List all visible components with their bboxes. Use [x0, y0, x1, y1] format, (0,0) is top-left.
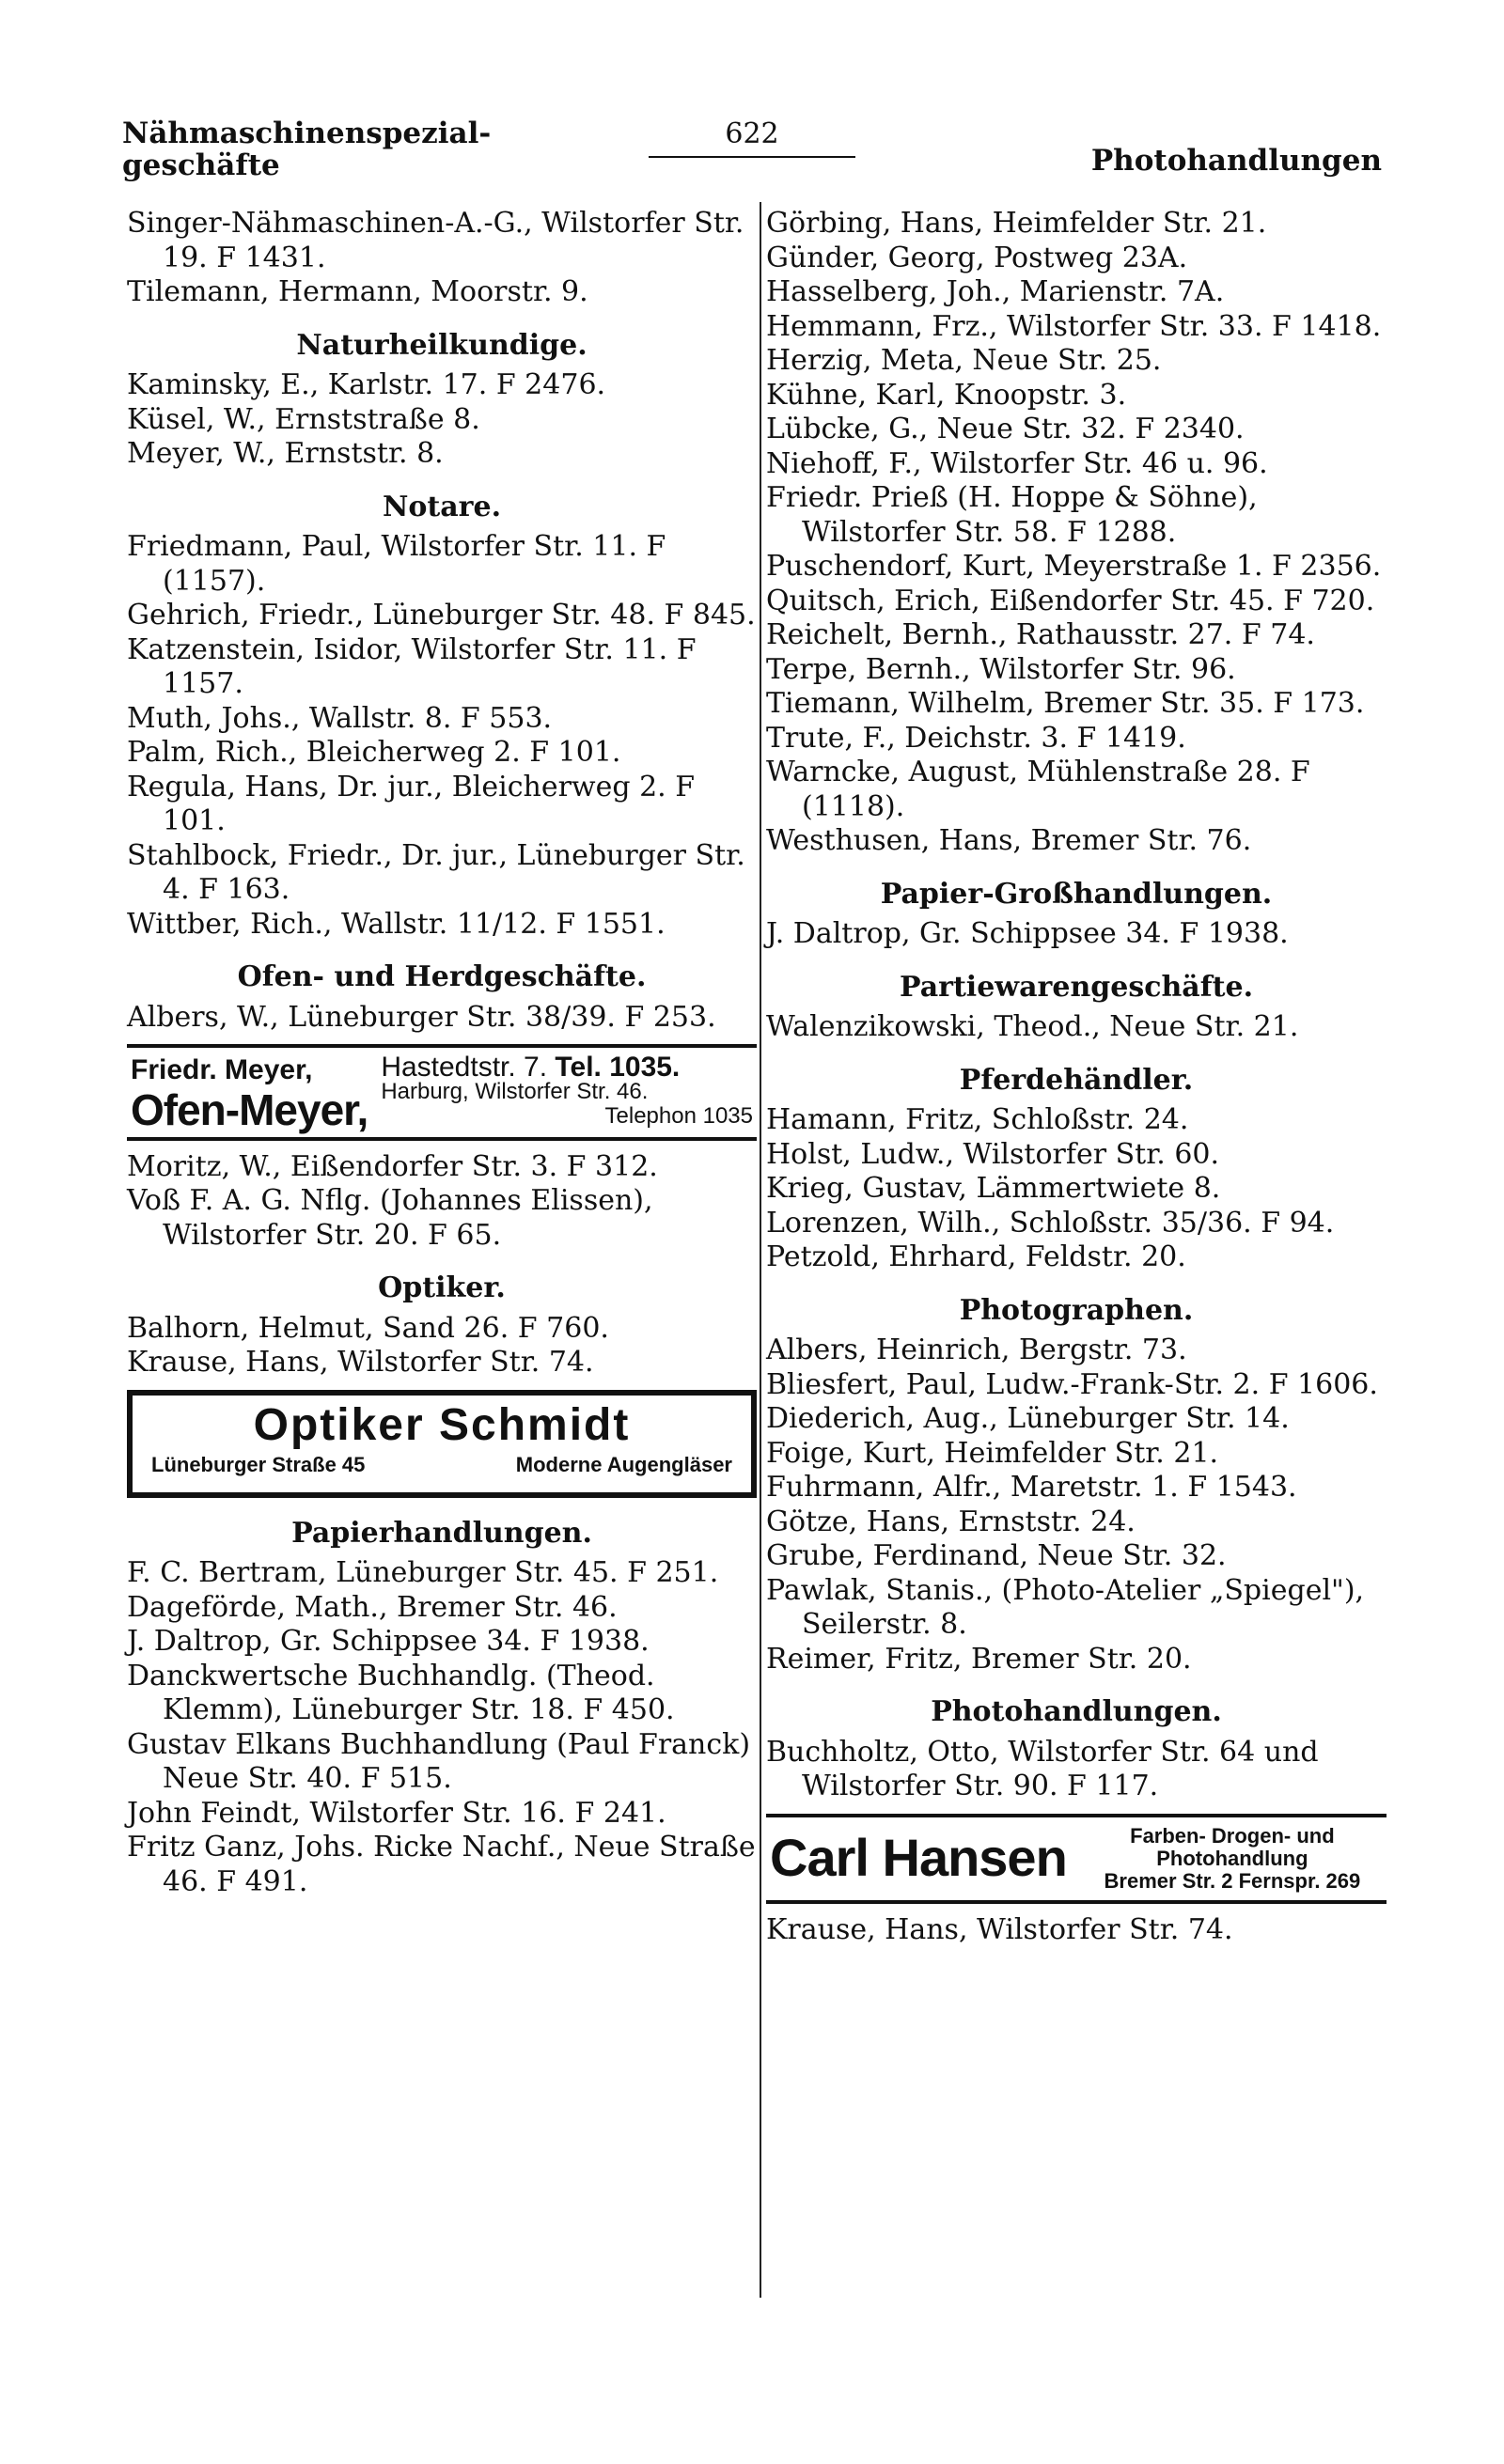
left-column	[127, 207, 757, 1899]
directory-entry: Fuhrmann, Alfr., Maretstr. 1. F 1543.	[766, 1471, 1297, 1504]
directory-entry: Kühne, Karl, Knoopstr. 3.	[766, 378, 1127, 412]
directory-entry: F. C. Bertram, Lüneburger Str. 45. F 251.	[127, 1556, 719, 1589]
ad-hansen-line3: Bremer Str. 2 Fernspr. 269	[1104, 1868, 1361, 1893]
directory-entry: Moritz, W., Eißendorfer Str. 3. F 312.	[127, 1149, 658, 1183]
directory-entry: Krause, Hans, Wilstorfer Str. 74.	[127, 1346, 594, 1379]
directory-entry: Kaminsky, E., Karlstr. 17. F 2476.	[127, 368, 606, 401]
column-divider	[760, 202, 761, 2298]
directory-entry: Voß F. A. G. Nflg. (Johannes Elissen), Wilstorfer Str. 20. F 65.	[127, 1184, 653, 1252]
directory-entry: Dageförde, Math., Bremer Str. 46.	[127, 1590, 618, 1624]
ad-schmidt-name: Optiker Schmidt	[253, 1399, 631, 1450]
section-heading: Notare.	[382, 490, 502, 523]
section-heading: Photohandlungen.	[931, 1695, 1222, 1728]
ad-meyer-name: Friedr. Meyer,	[131, 1054, 313, 1085]
directory-entry: Muth, Johs., Wallstr. 8. F 553.	[127, 701, 553, 735]
directory-entry: Meyer, W., Ernststr. 8.	[127, 437, 444, 470]
ad-carl-hansen	[766, 1814, 1386, 1904]
header-left-section-title: Nähmaschinenspezial- geschäfte	[122, 117, 492, 182]
ad-optiker-schmidt	[127, 1390, 757, 1498]
directory-entry: Küsel, W., Ernststraße 8.	[127, 402, 480, 436]
directory-entry: Foige, Kurt, Heimfelder Str. 21.	[766, 1436, 1219, 1470]
directory-entry: Bliesfert, Paul, Ludw.-Frank-Str. 2. F 1606.	[766, 1367, 1378, 1401]
directory-entry: Katzenstein, Isidor, Wilstorfer Str. 11. F 1157.	[127, 632, 697, 700]
directory-entry: Herzig, Meta, Neue Str. 25.	[766, 344, 1162, 377]
ad-hansen-line1: Farben- Drogen- und	[1130, 1823, 1335, 1848]
directory-entry: Puschendorf, Kurt, Meyerstraße 1. F 2356.	[766, 550, 1382, 583]
directory-entry: Görbing, Hans, Heimfelder Str. 21.	[766, 207, 1267, 240]
directory-entry: Gehrich, Friedr., Lüneburger Str. 48. F 845.	[127, 599, 756, 632]
directory-entry: Hemmann, Frz., Wilstorfer Str. 33. F 1418.	[766, 309, 1382, 343]
directory-entry: Buchholtz, Otto, Wilstorfer Str. 64 und Wilstorfer Str. 90. F 117.	[766, 1735, 1319, 1802]
directory-entry: Tilemann, Hermann, Moorstr. 9.	[127, 275, 588, 308]
directory-entry: Hamann, Fritz, Schloßstr. 24.	[766, 1103, 1189, 1136]
section-heading: Photographen.	[959, 1293, 1194, 1327]
directory-entry: Niehoff, F., Wilstorfer Str. 46 u. 96.	[766, 446, 1268, 480]
directory-entry: Reimer, Fritz, Bremer Str. 20.	[766, 1642, 1192, 1676]
directory-entry: Walenzikowski, Theod., Neue Str. 21.	[766, 1010, 1299, 1043]
ad-hansen-line2: Photohandlung	[1156, 1846, 1308, 1870]
section-heading: Partiewarengeschäfte.	[899, 970, 1254, 1004]
directory-entry: Günder, Georg, Postweg 23A.	[766, 241, 1188, 274]
ad-schmidt-address: Lüneburger Straße 45	[151, 1453, 366, 1476]
directory-entry: Singer-Nähmaschinen-A.-G., Wilstorfer Str. 19. F 1431.	[127, 207, 744, 274]
directory-entry: Palm, Rich., Bleicherweg 2. F 101.	[127, 736, 621, 769]
ad-meyer-details	[381, 1052, 753, 1130]
section-heading: Naturheilkundige.	[296, 328, 588, 362]
directory-entry: Holst, Ludw., Wilstorfer Str. 60.	[766, 1137, 1220, 1171]
right-column	[766, 207, 1386, 1947]
directory-entry: Regula, Hans, Dr. jur., Bleicherweg 2. F 101.	[127, 770, 696, 837]
directory-entry: Terpe, Bernh., Wilstorfer Str. 96.	[766, 652, 1236, 686]
ad-hansen-name: Carl Hansen	[770, 1828, 1067, 1888]
ad-meyer-line2: Harburg, Wilstorfer Str. 46.	[381, 1079, 649, 1105]
section-heading: Optiker.	[378, 1271, 506, 1304]
ad-meyer-left	[131, 1053, 368, 1134]
directory-entry: Stahlbock, Friedr., Dr. jur., Lüneburger Str. 4. F 163.	[127, 838, 745, 906]
directory-entry: Petzold, Ehrhard, Feldstr. 20.	[766, 1240, 1186, 1273]
directory-entry: Wittber, Rich., Wallstr. 11/12. F 1551.	[127, 907, 666, 941]
ad-hansen-details	[1082, 1825, 1383, 1893]
directory-entry: Friedr. Prieß (H. Hoppe & Söhne), Wilstorfer Str. 58. F 1288.	[766, 481, 1258, 549]
directory-entry: Danckwertsche Buchhandlg. (Theod. Klemm), Lüneburger Str. 18. F 450.	[127, 1659, 675, 1726]
ad-schmidt-slogan: Moderne Augengläser	[515, 1453, 732, 1476]
directory-entry: Gustav Elkans Buchhandlung (Paul Franck) Neue Str. 40. F 515.	[127, 1727, 751, 1795]
page-number: 622	[649, 117, 855, 158]
directory-entry: Krieg, Gustav, Lämmertwiete 8.	[766, 1172, 1221, 1205]
section-heading: Papier-Großhandlungen.	[880, 877, 1273, 911]
directory-entry: Lorenzen, Wilh., Schloßstr. 35/36. F 94.	[766, 1206, 1335, 1240]
ad-meyer-line1	[381, 1052, 753, 1084]
directory-entry: Friedmann, Paul, Wilstorfer Str. 11. F (1157).	[127, 530, 666, 598]
directory-entry: Grube, Ferdinand, Neue Str. 32.	[766, 1539, 1227, 1572]
directory-entry: Westhusen, Hans, Bremer Str. 76.	[766, 824, 1252, 857]
directory-entry: Krause, Hans, Wilstorfer Str. 74.	[766, 1912, 1233, 1946]
section-heading: Ofen- und Herdgeschäfte.	[237, 960, 647, 993]
directory-entry: Lübcke, G., Neue Str. 32. F 2340.	[766, 413, 1245, 445]
directory-entry: Warncke, August, Mühlenstraße 28. F (1118).	[766, 756, 1310, 823]
ad-meyer-address: Hastedtstr. 7.	[381, 1052, 548, 1084]
directory-entry: J. Daltrop, Gr. Schippsee 34. F 1938.	[127, 1625, 650, 1658]
directory-entry: Diederich, Aug., Lüneburger Str. 14.	[766, 1402, 1290, 1435]
directory-entry: J. Daltrop, Gr. Schippsee 34. F 1938.	[766, 917, 1289, 950]
directory-entry: Götze, Hans, Ernststr. 24.	[766, 1505, 1136, 1538]
directory-entry: Albers, W., Lüneburger Str. 38/39. F 253.	[127, 1000, 716, 1034]
section-heading: Papierhandlungen.	[291, 1516, 592, 1550]
directory-entry: Quitsch, Erich, Eißendorfer Str. 45. F 720.	[766, 584, 1375, 617]
header-right-section-title: Photohandlungen	[1090, 144, 1382, 178]
directory-entry: John Feindt, Wilstorfer Str. 16. F 241.	[127, 1796, 666, 1830]
ad-meyer-brand: Ofen-Meyer,	[131, 1084, 368, 1134]
ad-meyer-line3: Telephon 1035	[604, 1103, 753, 1130]
directory-entry: Fritz Ganz, Johs. Ricke Nachf., Neue Straße 46. F 491.	[127, 1831, 756, 1898]
section-heading: Pferdehändler.	[959, 1063, 1194, 1097]
ad-schmidt-row	[151, 1448, 732, 1483]
directory-entry: Balhorn, Helmut, Sand 26. F 760.	[127, 1311, 609, 1345]
directory-entry: Trute, F., Deichstr. 3. F 1419.	[766, 721, 1186, 755]
directory-entry: Tiemann, Wilhelm, Bremer Str. 35. F 173.	[766, 687, 1365, 720]
directory-entry: Albers, Heinrich, Bergstr. 73.	[766, 1333, 1187, 1366]
page-header	[122, 117, 1382, 221]
directory-entry: Pawlak, Stanis., (Photo-Atelier „Spiegel"), Seilerstr. 8.	[766, 1573, 1365, 1641]
directory-entry: Reichelt, Bernh., Rathausstr. 27. F 74.	[766, 618, 1315, 651]
ad-ofen-meyer	[127, 1044, 757, 1141]
directory-entry: Hasselberg, Joh., Marienstr. 7A.	[766, 275, 1225, 308]
ad-meyer-tel: Tel. 1035.	[555, 1052, 681, 1084]
